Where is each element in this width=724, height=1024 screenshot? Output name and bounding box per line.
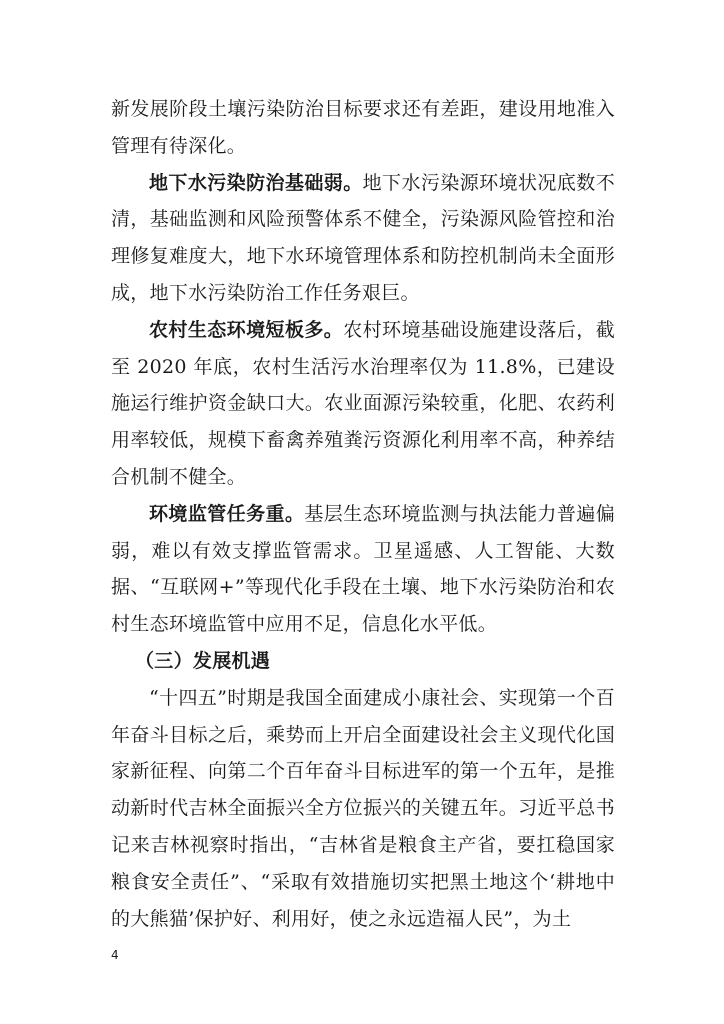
- paragraph-lead: 环境监管任务重。: [149, 502, 305, 525]
- page-number: 4: [111, 948, 119, 962]
- paragraph-groundwater: [111, 165, 615, 312]
- paragraph-lead: 地下水污染防治基础弱。: [149, 171, 363, 194]
- section-heading: （三）发展机遇: [135, 649, 271, 672]
- paragraph-text: 基层生态环境监测与执法能力普遍偏弱，难以有效支撑监管需求。卫星遥感、人工智能、大数据、“互联网+”等现代化手段在土壤、地下水污染防治和农村生态环境监管中应用不足，信息化水平低。: [111, 502, 615, 636]
- paragraph-text: 地下水污染源环境状况底数不清，基础监测和风险预警体系不健全，污染源风险管控和治理修复难度大，地下水环境管理体系和防控机制尚未全面形成，地下水污染防治工作任务艰巨。: [111, 171, 615, 304]
- paragraph-opportunities: [111, 680, 615, 938]
- paragraph-continuation: [111, 91, 615, 165]
- paragraph-text: “十四五”时期是我国全面建成小康社会、实现第一个百年奋斗目标之后，乘势而上开启全面建设社会主义现代化国家新征程、向第二个百年奋斗目标进军的第一个五年，是推动新时代吉林全面振兴全方位振兴的关键五年。习近平总书记来吉林视察时指出，“吉林省是粮食主产省，要扛稳国家粮食安全责任”、“采取有效措施切实把黑土地这个‘耕地中的大熊猫’保护好、利用好，使之永远造福人民”，为土: [111, 686, 615, 930]
- paragraph-text: 新发展阶段土壤污染防治目标要求还有差距，建设用地准入管理有待深化。: [111, 98, 615, 157]
- paragraph-text: 农村环境基础设施建设落后，截至 2020 年底，农村生活污水治理率仅为 11.8%，已建设施运行维护资金缺口大。农业面源污染较重，化肥、农药利用率较低，规模下畜禽养殖粪污资源化利用率不高，种养结合机制不健全。: [111, 318, 615, 488]
- paragraph-supervision: [111, 496, 615, 643]
- paragraph-rural: [111, 312, 615, 496]
- paragraph-lead: 农村生态环境短板多。: [149, 318, 344, 341]
- body-text: [111, 91, 615, 937]
